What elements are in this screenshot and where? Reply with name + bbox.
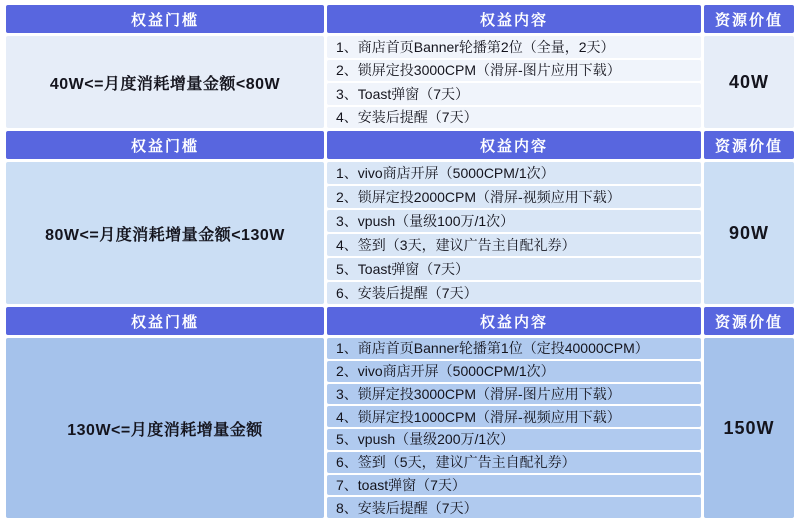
benefit-row: 2、锁屏定投3000CPM（滑屏-图片应用下载）	[327, 60, 701, 82]
tier-section	[6, 5, 794, 128]
benefit-row: 6、安装后提醒（7天）	[327, 282, 701, 304]
benefit-row: 2、锁屏定投2000CPM（滑屏-视频应用下载）	[327, 186, 701, 208]
benefit-row: 2、vivo商店开屏（5000CPM/1次）	[327, 361, 701, 382]
col-header-content: 权益内容	[327, 307, 701, 335]
benefit-row: 7、toast弹窗（7天）	[327, 475, 701, 496]
col-header-threshold: 权益门槛	[6, 131, 324, 159]
col-header-value: 资源价值	[704, 5, 794, 33]
threshold-cell: 80W<=月度消耗增量金额<130W	[6, 162, 324, 304]
col-header-threshold: 权益门槛	[6, 307, 324, 335]
benefit-row: 4、安装后提醒（7天）	[327, 107, 701, 129]
benefit-row: 1、商店首页Banner轮播第2位（全量，2天）	[327, 36, 701, 58]
col-header-value: 资源价值	[704, 307, 794, 335]
benefit-rows	[327, 36, 701, 128]
tier-section	[6, 307, 794, 518]
col-header-threshold: 权益门槛	[6, 5, 324, 33]
benefit-row: 5、vpush（量级200万/1次）	[327, 429, 701, 450]
benefit-row: 3、锁屏定投3000CPM（滑屏-图片应用下载）	[327, 384, 701, 405]
benefit-row: 1、vivo商店开屏（5000CPM/1次）	[327, 162, 701, 184]
col-header-value: 资源价值	[704, 131, 794, 159]
benefit-rows	[327, 338, 701, 518]
value-cell: 40W	[704, 36, 794, 128]
tier-section	[6, 131, 794, 304]
benefit-row: 1、商店首页Banner轮播第1位（定投40000CPM）	[327, 338, 701, 359]
benefit-row: 4、锁屏定投1000CPM（滑屏-视频应用下载）	[327, 406, 701, 427]
benefit-row: 3、vpush（量级100万/1次）	[327, 210, 701, 232]
benefit-row: 5、Toast弹窗（7天）	[327, 258, 701, 280]
threshold-cell: 40W<=月度消耗增量金额<80W	[6, 36, 324, 128]
col-header-content: 权益内容	[327, 5, 701, 33]
benefit-row: 6、签到（5天，建议广告主自配礼券）	[327, 452, 701, 473]
benefit-rows	[327, 162, 701, 304]
col-header-content: 权益内容	[327, 131, 701, 159]
benefit-row: 8、安装后提醒（7天）	[327, 497, 701, 518]
threshold-cell: 130W<=月度消耗增量金额	[6, 338, 324, 518]
value-cell: 150W	[704, 338, 794, 518]
benefit-row: 3、Toast弹窗（7天）	[327, 83, 701, 105]
value-cell: 90W	[704, 162, 794, 304]
benefits-table	[6, 5, 794, 518]
benefit-row: 4、签到（3天，建议广告主自配礼券）	[327, 234, 701, 256]
